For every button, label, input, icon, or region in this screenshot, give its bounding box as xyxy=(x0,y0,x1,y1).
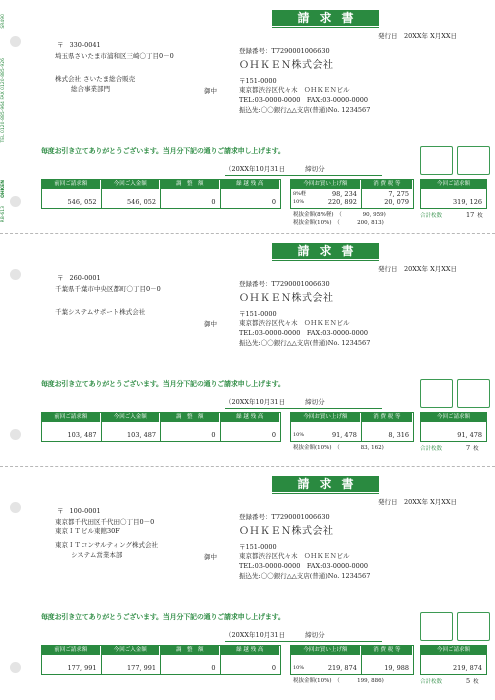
tax-rate: 8%軽 xyxy=(293,191,306,197)
stamp-box xyxy=(457,612,490,641)
invoice-title: 請求書 xyxy=(272,10,379,26)
current-billing-value: 219, 874 xyxy=(453,664,482,672)
address-line: 東京都千代田区千代田〇丁目0－0 xyxy=(55,518,155,526)
recipient-company: 株式会社 さいたま総合販売 xyxy=(55,75,136,83)
cutoff-label: 締切分 xyxy=(305,165,325,173)
prev-billing-value: 177, 991 xyxy=(67,664,97,672)
issuer-name: ＯＨＫＥＮ株式会社 xyxy=(239,60,334,71)
tax-exclusive-lines xyxy=(293,677,384,685)
recipient-postal-code: 100-0001 xyxy=(69,507,101,515)
punch-hole xyxy=(10,429,21,440)
tax-values xyxy=(362,655,413,674)
current-billing-table xyxy=(420,412,487,442)
adjustment-header: 調 整 額 xyxy=(161,646,220,655)
adjustment-col xyxy=(161,413,221,441)
purchase-rate-line xyxy=(291,664,357,672)
title-underline xyxy=(272,493,379,494)
purchase-rate-line xyxy=(291,190,357,198)
purchase-amount: 220, 892 xyxy=(327,198,357,206)
sheet-count xyxy=(420,211,483,219)
form-tel-fax: TEL 0120-885-964 FAX 0120-885-926 xyxy=(1,58,6,143)
issuer-postal: 〒151-0000 xyxy=(239,543,277,551)
current-billing-header: 今回ご請求額 xyxy=(421,180,486,189)
issuer-tel-fax: TEL:03-0000-0000 FAX:03-0000-0000 xyxy=(239,562,369,570)
recipient-postal-code: 330-0041 xyxy=(69,41,101,49)
tax-exclusive-amount: 200, 813) xyxy=(357,220,384,226)
purchase-header: 今回お買い上げ額 xyxy=(291,180,361,189)
form-code-bottom: RB-613 xyxy=(1,206,6,223)
tax-amount: 8, 316 xyxy=(388,431,409,439)
prev-billing-col xyxy=(42,646,102,674)
tax-exclusive-line xyxy=(293,219,386,227)
postal-mark: 〒 xyxy=(57,41,64,49)
recipient-company-block xyxy=(55,541,158,560)
purchase-values xyxy=(291,655,361,674)
count-value: 17 xyxy=(466,211,475,219)
issue-date: 発行日 20XX年 X月XX日 xyxy=(378,265,457,273)
address-line: 埼玉県さいたま市浦和区三崎〇丁目0－0 xyxy=(55,52,174,60)
payment-header: 今回ご入金額 xyxy=(102,646,161,655)
title-underline xyxy=(272,260,379,261)
balance-table xyxy=(41,412,281,442)
registration-number: 登録番号：T7290001006630 xyxy=(239,47,330,55)
tax-amount: 20, 079 xyxy=(384,198,409,206)
issue-date: 発行日 20XX年 X月XX日 xyxy=(378,32,457,40)
tax-exclusive-line xyxy=(293,677,384,685)
stamp-box xyxy=(420,612,453,641)
balance-table xyxy=(41,645,281,675)
carryover-col xyxy=(221,180,281,208)
tax-exclusive-label: 税抜金額(8%軽) （ xyxy=(293,212,342,218)
period-date: （20XX年10月31日 xyxy=(225,631,286,639)
recipient-company: 東京ＩＴコンサルティング株式会社 xyxy=(55,541,159,549)
honorific: 御中 xyxy=(204,320,217,328)
cutoff-label: 締切分 xyxy=(305,631,325,639)
carryover-header: 繰 越 残 高 xyxy=(221,413,281,422)
tax-values xyxy=(362,189,413,208)
payment-col xyxy=(102,646,162,674)
billing-period xyxy=(225,164,325,173)
payment-header: 今回ご入金額 xyxy=(102,413,161,422)
perforation-line xyxy=(0,233,495,234)
count-label: 合計枚数 xyxy=(420,679,443,685)
punch-hole xyxy=(10,196,21,207)
invoice-title: 請求書 xyxy=(272,476,379,492)
tax-exclusive-label: 税抜金額(10%) （ xyxy=(293,445,340,451)
adjustment-value: 0 xyxy=(211,431,216,439)
issuer-postal: 〒151-0000 xyxy=(239,77,277,85)
carryover-header: 繰 越 残 高 xyxy=(221,646,281,655)
issuer-name: ＯＨＫＥＮ株式会社 xyxy=(239,526,334,537)
address-line: 東京ＩＴビル東館30F xyxy=(55,527,120,535)
tax-col xyxy=(362,180,413,208)
issue-date: 発行日 20XX年 X月XX日 xyxy=(378,498,457,506)
purchase-amount: 98, 234 xyxy=(332,190,357,198)
greeting-message: 毎度お引き立てありがとうございます。当月分下記の通りご請求申し上げます。 xyxy=(41,380,285,388)
carryover-header: 繰 越 残 高 xyxy=(221,180,281,189)
tax-exclusive-amount: 90, 959) xyxy=(362,212,386,218)
carryover-value: 0 xyxy=(271,664,276,672)
purchase-amount: 219, 874 xyxy=(327,664,357,672)
tax-exclusive-label: 税抜金額(10%) （ xyxy=(293,678,340,684)
current-billing-value: 91, 478 xyxy=(457,431,482,439)
purchase-header: 今回お買い上げ額 xyxy=(291,646,361,655)
current-billing-col xyxy=(421,180,486,208)
honorific: 御中 xyxy=(204,553,217,561)
billing-period xyxy=(225,397,325,406)
recipient-postal xyxy=(57,273,101,282)
tax-header: 消 費 税 等 xyxy=(362,413,413,422)
tax-exclusive-lines xyxy=(293,211,386,227)
issuer-name: ＯＨＫＥＮ株式会社 xyxy=(239,293,334,304)
tax-col xyxy=(362,646,413,674)
tax-exclusive-line xyxy=(293,444,384,452)
payment-value: 103, 487 xyxy=(127,431,156,439)
address-line: 千葉県千葉市中央区都町〇丁目0－0 xyxy=(55,285,161,293)
payment-value: 546, 052 xyxy=(127,198,156,206)
punch-hole xyxy=(10,502,21,513)
greeting-message: 毎度お引き立てありがとうございます。当月分下記の通りご請求申し上げます。 xyxy=(41,613,285,621)
issuer-postal: 〒151-0000 xyxy=(239,310,277,318)
carryover-col xyxy=(221,646,281,674)
payment-col xyxy=(102,180,162,208)
purchase-table xyxy=(290,179,414,209)
punch-hole xyxy=(10,269,21,280)
postal-mark: 〒 xyxy=(57,274,64,282)
count-label: 合計枚数 xyxy=(420,446,443,452)
payment-value: 177, 991 xyxy=(127,664,156,672)
cutoff-label: 締切分 xyxy=(305,398,325,406)
carryover-value: 0 xyxy=(271,198,276,206)
tax-rate: 10% xyxy=(293,199,305,205)
punch-hole xyxy=(10,36,21,47)
recipient-company-block xyxy=(55,308,145,318)
invoice-slip xyxy=(0,0,495,233)
tax-rate: 10% xyxy=(293,665,305,671)
punch-hole xyxy=(10,662,21,673)
recipient-address xyxy=(55,518,154,536)
carryover-value: 0 xyxy=(271,431,276,439)
tax-exclusive-amount: 83, 162) xyxy=(360,445,384,451)
purchase-header: 今回お買い上げ額 xyxy=(291,413,361,422)
issuer-bank-account: 振込先:〇〇銀行△△支店(普通)No. 1234567 xyxy=(239,339,371,347)
tax-rate: 10% xyxy=(293,432,305,438)
tax-header: 消 費 税 等 xyxy=(362,180,413,189)
count-value: 5 xyxy=(466,677,471,685)
tax-col xyxy=(362,413,413,441)
purchase-col xyxy=(291,646,362,674)
adjustment-header: 調 整 額 xyxy=(161,180,220,189)
tax-exclusive-lines xyxy=(293,444,384,452)
current-billing-col xyxy=(421,646,486,674)
perforation-line xyxy=(0,466,495,467)
recipient-department: 総合事業部門 xyxy=(71,84,110,93)
purchase-col xyxy=(291,413,362,441)
tax-exclusive-amount: 199, 886) xyxy=(357,678,384,684)
title-underline xyxy=(272,27,379,28)
recipient-postal xyxy=(57,506,101,515)
recipient-postal xyxy=(57,40,101,49)
recipient-company-block xyxy=(55,75,135,94)
adjustment-col xyxy=(161,180,221,208)
invoice-title: 請求書 xyxy=(272,243,379,259)
prev-billing-value: 546, 052 xyxy=(67,198,97,206)
form-code-top: SR490 xyxy=(1,14,6,29)
period-underline xyxy=(225,408,382,409)
stamp-box xyxy=(420,146,453,175)
recipient-company: 千葉システムサポート株式会社 xyxy=(55,308,146,316)
issuer-address: 東京都渋谷区代々木 ＯＨＫＥＮビル xyxy=(239,86,350,94)
issuer-address: 東京都渋谷区代々木 ＯＨＫＥＮビル xyxy=(239,319,350,327)
payment-col xyxy=(102,413,162,441)
count-value: 7 xyxy=(466,444,471,452)
purchase-amount: 91, 478 xyxy=(332,431,357,439)
current-billing-col xyxy=(421,413,486,441)
registration-number: 登録番号：T7290001006630 xyxy=(239,280,330,288)
issuer-tel-fax: TEL:03-0000-0000 FAX:03-0000-0000 xyxy=(239,96,369,104)
adjustment-value: 0 xyxy=(211,664,216,672)
count-unit: 枚 xyxy=(473,679,479,685)
purchase-table xyxy=(290,645,414,675)
period-underline xyxy=(225,175,382,176)
stamp-box xyxy=(457,146,490,175)
adjustment-value: 0 xyxy=(211,198,216,206)
tax-exclusive-label: 税抜金額(10%) （ xyxy=(293,220,340,226)
recipient-department: システム営業本部 xyxy=(71,550,123,559)
current-billing-table xyxy=(420,645,487,675)
balance-table xyxy=(41,179,281,209)
recipient-postal-code: 260-0001 xyxy=(69,274,101,282)
honorific: 御中 xyxy=(204,87,217,95)
count-unit: 枚 xyxy=(477,213,483,219)
carryover-col xyxy=(221,413,281,441)
prev-billing-col xyxy=(42,180,102,208)
purchase-values xyxy=(291,422,361,441)
tax-header: 消 費 税 等 xyxy=(362,646,413,655)
count-label: 合計枚数 xyxy=(420,213,443,219)
current-billing-table xyxy=(420,179,487,209)
purchase-col xyxy=(291,180,362,208)
billing-period xyxy=(225,630,325,639)
purchase-values xyxy=(291,189,361,208)
greeting-message: 毎度お引き立てありがとうございます。当月分下記の通りご請求申し上げます。 xyxy=(41,147,285,155)
invoice-slip xyxy=(0,466,495,699)
adjustment-header: 調 整 額 xyxy=(161,413,220,422)
purchase-rate-line xyxy=(291,198,357,206)
registration-number: 登録番号：T7290001006630 xyxy=(239,513,330,521)
sheet-count xyxy=(420,444,479,452)
period-underline xyxy=(225,641,382,642)
form-brand: OHKEN xyxy=(1,180,6,198)
purchase-rate-line xyxy=(291,431,357,439)
adjustment-col xyxy=(161,646,221,674)
prev-billing-header: 前回ご請求額 xyxy=(42,180,101,189)
current-billing-header: 今回ご請求額 xyxy=(421,413,486,422)
count-unit: 枚 xyxy=(473,446,479,452)
tax-values xyxy=(362,422,413,441)
tax-amount: 19, 988 xyxy=(384,664,409,672)
invoice-slip xyxy=(0,233,495,466)
prev-billing-col xyxy=(42,413,102,441)
issuer-tel-fax: TEL:03-0000-0000 FAX:03-0000-0000 xyxy=(239,329,369,337)
recipient-address xyxy=(55,52,174,61)
tax-exclusive-line xyxy=(293,211,386,219)
period-date: （20XX年10月31日 xyxy=(225,398,286,406)
postal-mark: 〒 xyxy=(57,507,64,515)
stamp-box xyxy=(420,379,453,408)
issuer-bank-account: 振込先:〇〇銀行△△支店(普通)No. 1234567 xyxy=(239,572,371,580)
payment-header: 今回ご入金額 xyxy=(102,180,161,189)
prev-billing-header: 前回ご請求額 xyxy=(42,646,101,655)
purchase-table xyxy=(290,412,414,442)
issuer-address: 東京都渋谷区代々木 ＯＨＫＥＮビル xyxy=(239,552,350,560)
prev-billing-value: 103, 487 xyxy=(67,431,97,439)
tax-amount: 7, 275 xyxy=(388,190,409,198)
stamp-box xyxy=(457,379,490,408)
current-billing-value: 319, 126 xyxy=(453,198,482,206)
current-billing-header: 今回ご請求額 xyxy=(421,646,486,655)
issuer-bank-account: 振込先:〇〇銀行△△支店(普通)No. 1234567 xyxy=(239,106,371,114)
prev-billing-header: 前回ご請求額 xyxy=(42,413,101,422)
period-date: （20XX年10月31日 xyxy=(225,165,286,173)
recipient-address xyxy=(55,285,161,294)
sheet-count xyxy=(420,677,479,685)
